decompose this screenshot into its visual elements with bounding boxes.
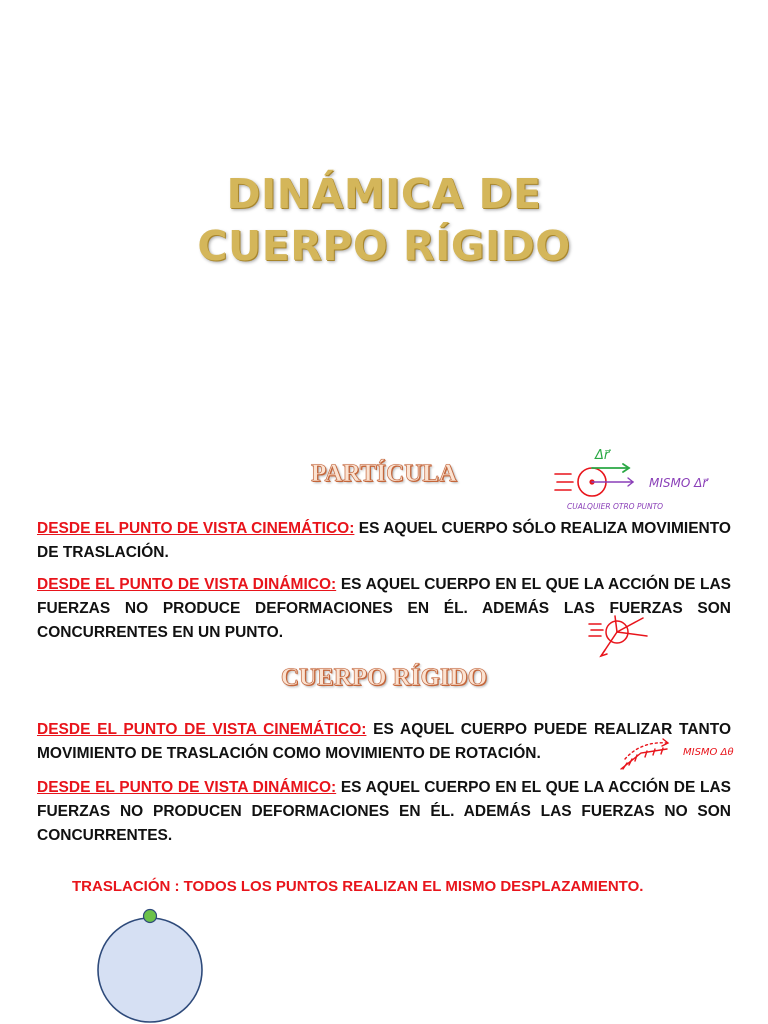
cuerpo-rigido-paragraph-dinamico (37, 776, 731, 848)
cualquier-otro-punto-label: CUALQUIER OTRO PUNTO (567, 502, 664, 511)
cuerpo-rigido-dinamico-label: DESDE EL PUNTO DE VISTA DINÁMICO: (37, 779, 337, 796)
body-circle-shape (98, 918, 202, 1022)
cuerpo-rigido-dinamico-text: ES AQUEL CUERPO EN EL QUE LA ACCIÓN DE LAS FUERZAS NO PRODUCEN DEFORMACIONES EN ÉL. ADEMÁS LAS FUERZAS NO SON CONCURRENTES. (37, 779, 731, 844)
reference-point-icon (144, 910, 157, 923)
title-line-1: DINÁMICA DE (226, 170, 542, 218)
heading-particula: PARTÍCULA (311, 460, 457, 487)
particula-cinematico-text: ES AQUEL CUERPO SÓLO REALIZA MOVIMIENTO DE TRASLACIÓN. (37, 520, 731, 561)
particle-sketch (545, 438, 745, 518)
particula-dinamico-text: ES AQUEL CUERPO EN EL QUE LA ACCIÓN DE LAS FUERZAS NO PRODUCE DEFORMACIONES EN ÉL. ADEMÁS LAS FUERZAS SON CONCURRENTES EN UN PUNTO. (37, 576, 731, 641)
rigid-body-circle (95, 905, 205, 1024)
title-line-2: CUERPO RÍGIDO (197, 222, 571, 270)
delta-r-arrow-icon (592, 464, 629, 472)
concurrent-forces-sketch (585, 612, 655, 662)
delta-r-label: Δr⃗ (595, 448, 610, 463)
mismo-delta-theta-label: MISMO Δθ (683, 747, 734, 758)
heading-cuerpo-rigido: CUERPO RÍGIDO (280, 664, 488, 691)
mismo-delta-r-label: MISMO Δr⃗ (649, 476, 708, 490)
particula-cinematico-label: DESDE EL PUNTO DE VISTA CINEMÁTICO: (37, 520, 355, 537)
particula-dinamico-label: DESDE EL PUNTO DE VISTA DINÁMICO: (37, 576, 337, 593)
mismo-arrow-icon (592, 478, 633, 486)
traslacion-statement: TRASLACIÓN : TODOS LOS PUNTOS REALIZAN EL MISMO DESPLAZAMIENTO. (72, 878, 644, 895)
cuerpo-rigido-cinematico-text: ES AQUEL CUERPO PUEDE REALIZAR TANTO MOVIMIENTO DE TRASLACIÓN COMO MOVIMIENTO DE ROTACIÓN. (37, 721, 731, 762)
cuerpo-rigido-cinematico-label: DESDE EL PUNTO DE VISTA CINEMÁTICO: (37, 721, 367, 738)
rotation-sketch (615, 735, 755, 775)
particula-paragraph-cinematico (37, 517, 731, 565)
page-title (0, 168, 768, 272)
